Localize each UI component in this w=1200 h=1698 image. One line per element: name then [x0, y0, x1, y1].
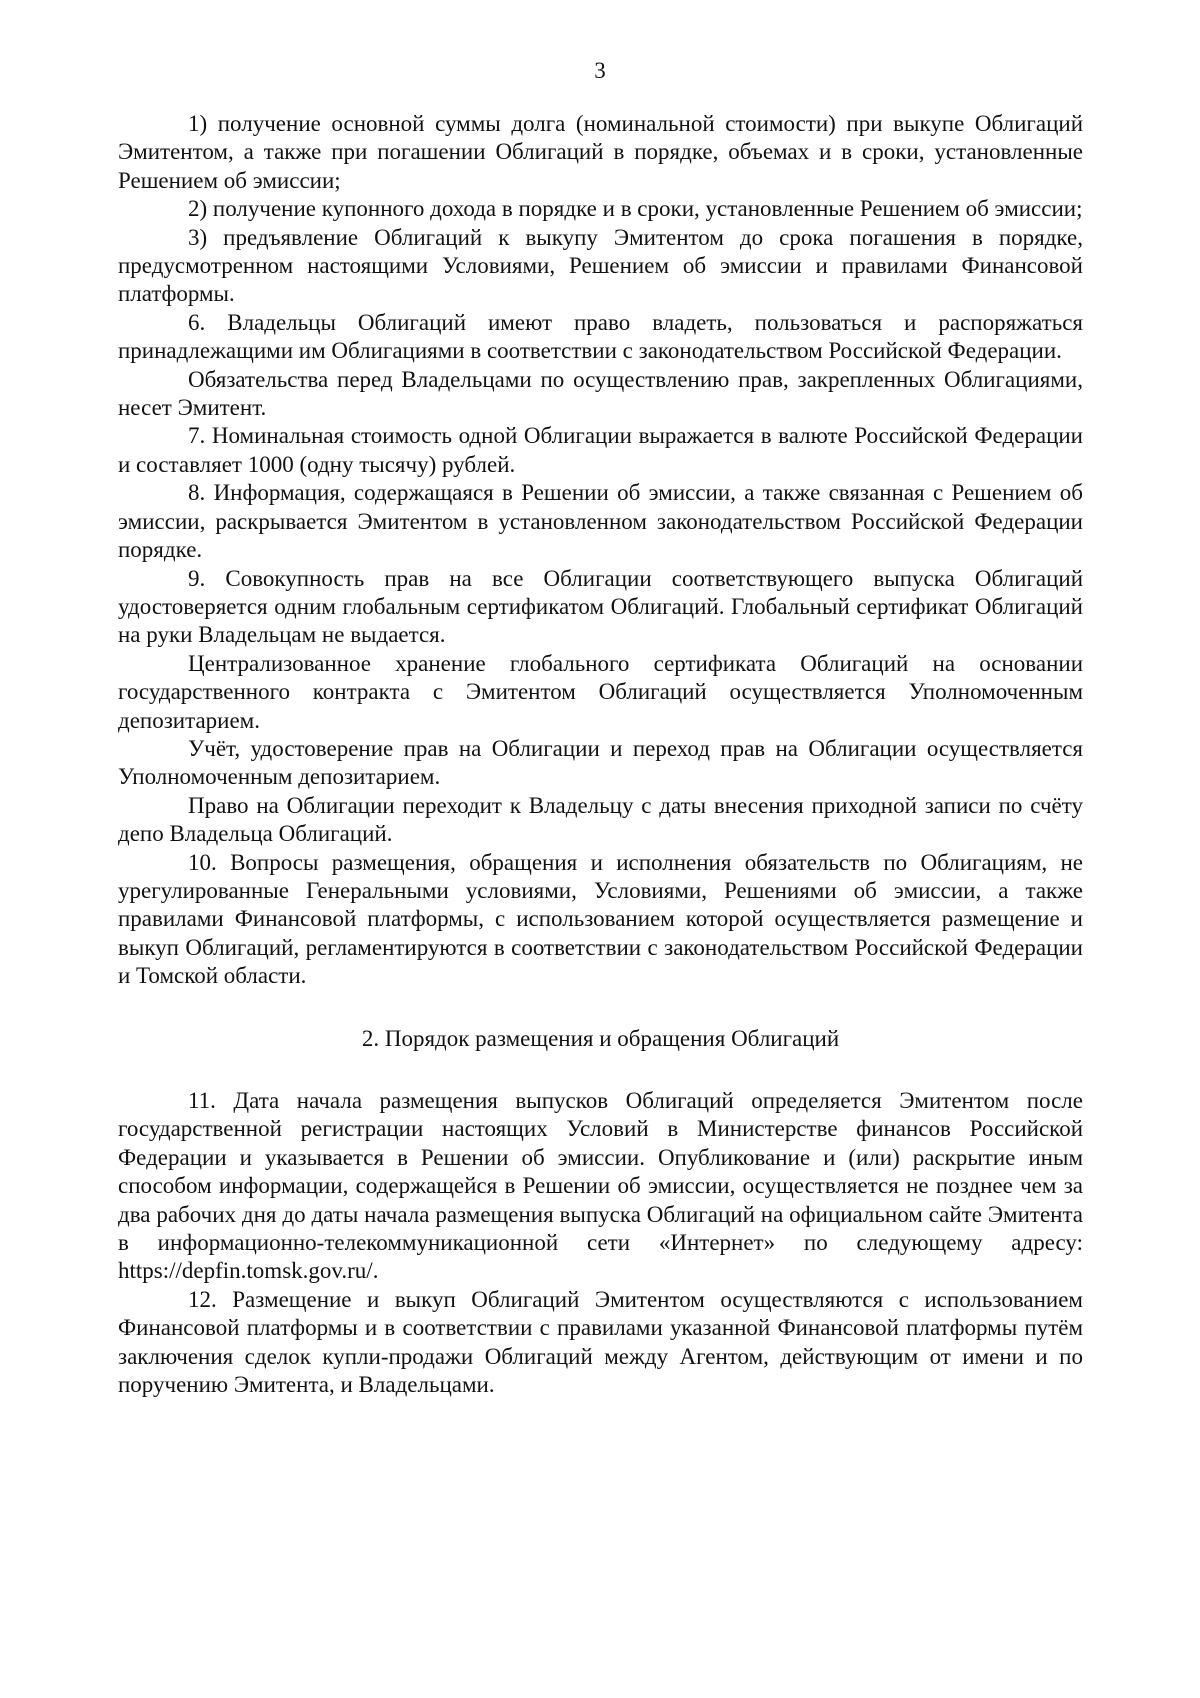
- paragraph: Учёт, удостоверение прав на Облигации и переход прав на Облигации осуществляется Уполномоченным депозитарием.: [118, 735, 1083, 790]
- paragraph: 10. Вопросы размещения, обращения и исполнения обязательств по Облигациям, не урегулированные Генеральными условиями, Условиями, Решениями об эмиссии, а также правилами Финансовой платформы, с использованием которой осуществляется размещение и выкуп Облигаций, регламентируются в соответствии с законодательством Российской Федерации и Томской области.: [118, 849, 1083, 989]
- paragraph: 2) получение купонного дохода в порядке и в сроки, установленные Решением об эмиссии;: [188, 196, 1083, 222]
- paragraph: 8. Информация, содержащаяся в Решении об эмиссии, а также связанная с Решением об эмиссии, раскрывается Эмитентом в установленном законодательством Российской Федерации порядке.: [118, 480, 1083, 563]
- paragraph: 9. Совокупность прав на все Облигации соответствующего выпуска Облигаций удостоверяется одним глобальным сертификатом Облигаций. Глобальный сертификат Облигаций на руки Владельцам не выдается.: [118, 565, 1083, 648]
- document-body: [118, 110, 1083, 1399]
- paragraph: 6. Владельцы Облигаций имеют право владеть, пользоваться и распоряжаться принадлежащими им Облигациями в соответствии с законодательством Российской Федерации.: [118, 309, 1083, 364]
- paragraph: 7. Номинальная стоимость одной Облигации выражается в валюте Российской Федерации и составляет 1000 (одну тысячу) рублей.: [118, 423, 1083, 477]
- page-number: 3: [594, 58, 606, 83]
- paragraph: Право на Облигации переходит к Владельцу с даты внесения приходной записи по счёту депо Владельца Облигаций.: [118, 792, 1083, 847]
- section-heading: 2. Порядок размещения и обращения Облигаций: [361, 1025, 840, 1051]
- paragraph: 11. Дата начала размещения выпусков Облигаций определяется Эмитентом после государственной регистрации настоящих Условий в Министерстве финансов Российской Федерации и указывается в Решении об эмиссии. Опубликование и (или) раскрытие иным способом информации, содержащейся в Решении об эмиссии, осуществляется не позднее чем за два рабочих дня до даты начала размещения выпуска Облигаций на официальном сайте Эмитента в информационно-телекоммуникационной сети «Интернет» по следующему адресу: https://depfin.tomsk.gov.ru/.: [118, 1088, 1083, 1284]
- paragraph: 1) получение основной суммы долга (номинальной стоимости) при выкупе Облигаций Эмитентом, а также при погашении Облигаций в порядке, объемах и в сроки, установленные Решением об эмиссии;: [118, 111, 1083, 193]
- paragraph: 12. Размещение и выкуп Облигаций Эмитентом осуществляются с использованием Финансовой платформы и в соответствии с правилами указанной Финансовой платформы путём заключения сделок купли-продажи Облигаций между Агентом, действующим от имени и по поручению Эмитента, и Владельцами.: [118, 1286, 1083, 1398]
- paragraph: 3) предъявление Облигаций к выкупу Эмитентом до срока погашения в порядке, предусмотренном настоящими Условиями, Решением об эмиссии и правилами Финансовой платформы.: [118, 224, 1083, 307]
- paragraph: Обязательства перед Владельцами по осуществлению прав, закрепленных Облигациями, несет Эмитент.: [118, 366, 1083, 421]
- paragraph: Централизованное хранение глобального сертификата Облигаций на основании государственного контракта с Эмитентом Облигаций осуществляется Уполномоченным депозитарием.: [118, 650, 1083, 733]
